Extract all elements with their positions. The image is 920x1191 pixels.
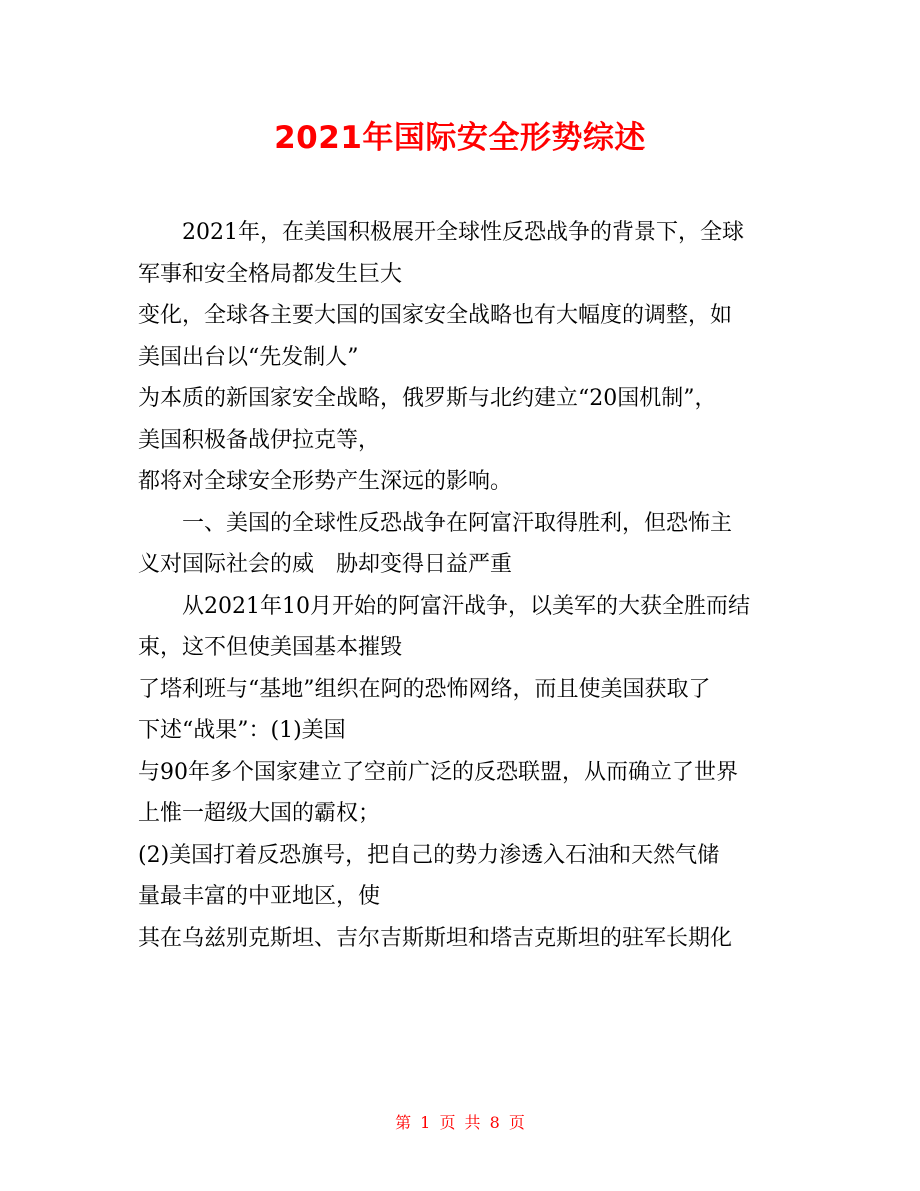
body-line: 其在乌兹别克斯坦、吉尔吉斯斯坦和塔吉克斯坦的驻军长期化 — [138, 925, 733, 951]
body-line: 都将对全球安全形势产生深远的影响。 — [138, 469, 513, 494]
body-line: 美国出台以“先发制人” — [138, 344, 359, 370]
body-line: 从2021年10月开始的阿富汗战争，以美军的大获全胜而结 — [182, 593, 750, 619]
section-heading-line: 一、美国的全球性反恐战争在阿富汗取得胜利，但恐怖主 — [182, 510, 733, 536]
body-line: 下述“战果”：(1)美国 — [138, 718, 346, 743]
body-line: (2)美国打着反恐旗号，把自己的势力渗透入石油和天然气储 — [138, 842, 720, 868]
body-line: 变化，全球各主要大国的国家安全战略也有大幅度的调整，如 — [138, 303, 733, 328]
body-line: 束，这不但使美国基本摧毁 — [138, 635, 403, 660]
section-heading-line: 义对国际社会的威 胁却变得日益严重 — [138, 552, 513, 577]
body-line: 美国积极备战伊拉克等， — [138, 427, 381, 453]
page-number-footer: 第 1 页 共 8 页 — [395, 1113, 525, 1132]
body-line: 了塔利班与“基地”组织在阿的恐怖网络，而且使美国获取了 — [138, 676, 711, 702]
document-body — [138, 212, 798, 959]
body-line: 军事和安全格局都发生巨大 — [138, 261, 403, 287]
body-line: 量最丰富的中亚地区，使 — [138, 884, 381, 909]
body-line: 2021年，在美国积极展开全球性反恐战争的背景下，全球 — [182, 220, 744, 245]
body-line: 上惟一超级大国的霸权； — [138, 801, 381, 826]
document-title: 2021年国际安全形势综述 — [274, 120, 646, 156]
body-line: 为本质的新国家安全战略，俄罗斯与北约建立“20国机制”， — [138, 386, 717, 411]
body-line: 与90年多个国家建立了空前广泛的反恐联盟，从而确立了世界 — [138, 759, 738, 785]
